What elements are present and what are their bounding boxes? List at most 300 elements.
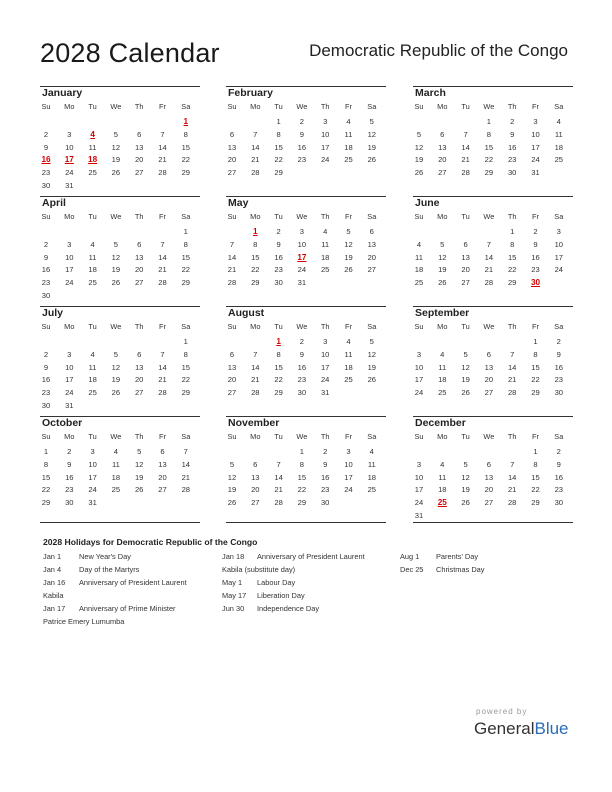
day: 28 [484,278,494,288]
day: 8 [253,239,258,249]
day: 2 [533,227,538,236]
day: 20 [461,265,470,275]
day: 25 [88,168,97,178]
day: 11 [344,129,353,139]
day: 1 [510,227,515,236]
day: 26 [111,168,121,178]
weekday-label: Mo [64,432,75,441]
day: 16 [297,362,307,372]
day: 10 [344,459,353,469]
holidays-title: 2028 Holidays for Democratic Republic of the Congo [43,537,258,547]
day: 12 [461,472,470,482]
holiday-name: Anniversary of Prime Minister [79,604,176,613]
month-name: August [228,307,265,319]
generalblue-logo[interactable] [474,719,569,739]
weekday-label: Th [507,212,517,221]
day: 15 [251,252,260,262]
day: 13 [227,362,237,372]
day: 19 [461,375,470,385]
weekday-label: Sa [367,102,377,111]
day: 21 [507,375,517,385]
month-name: March [415,87,446,99]
weekday-label: Mo [250,322,261,331]
day: 21 [158,155,167,165]
day: 7 [183,447,188,456]
page-title: 2028 Calendar [40,38,220,68]
weekday-label: Th [134,212,144,221]
day: 16 [531,252,540,262]
day: 6 [369,227,374,236]
day: 5 [416,129,422,139]
day: 12 [134,459,144,469]
day: 18 [88,265,97,275]
day: 21 [251,155,260,165]
day: 14 [251,362,260,372]
day: 31 [88,498,97,508]
holiday-day: 16 [41,155,51,165]
day: 19 [134,472,144,482]
day: 5 [137,447,142,456]
weekday-label: Th [134,102,144,111]
day: 28 [507,498,517,508]
day: 19 [438,265,447,275]
weekday-label: We [296,212,308,221]
holiday-name: Labour Day [257,578,296,587]
day: 24 [531,155,540,165]
holiday-date: Jan 1 [43,552,62,561]
day: 17 [531,142,540,152]
weekday-label: Tu [274,102,283,111]
holiday-date: May 17 [222,591,247,600]
weekday-label: Sa [181,102,191,111]
day: 27 [134,168,144,178]
weekday-label: Sa [181,212,191,221]
day: 4 [346,337,351,346]
day: 20 [227,375,237,385]
day: 11 [438,362,447,372]
day: 26 [344,265,353,275]
day: 14 [274,472,283,482]
day: 7 [253,349,258,359]
day: 22 [531,485,540,495]
day: 28 [158,278,167,288]
day: 21 [274,485,283,495]
holiday-name: Independence Day [257,604,320,613]
day: 8 [533,459,538,469]
day: 12 [461,362,470,372]
day: 29 [41,498,51,508]
day: 7 [160,239,165,249]
weekday-label: Sa [554,432,564,441]
day: 28 [461,168,470,178]
weekday-label: We [483,102,495,111]
holiday-day: 1 [183,117,189,126]
day: 10 [88,459,97,469]
weekday-label: Mo [437,432,448,441]
weekday-label: Su [414,322,424,331]
day: 14 [507,472,517,482]
day: 13 [134,142,144,152]
day: 27 [227,388,237,398]
holiday-name: Patrice Emery Lumumba [43,617,125,626]
weekday-label: Su [414,102,424,111]
day: 15 [41,472,51,482]
day: 15 [181,142,191,152]
day: 14 [227,252,237,262]
weekday-label: Mo [64,102,75,111]
day: 25 [344,155,353,165]
month-name: July [42,307,64,319]
day: 10 [320,129,330,139]
holiday-name: Christmas Day [436,565,485,574]
day: 10 [414,362,424,372]
weekday-label: Tu [88,102,97,111]
day: 20 [227,155,237,165]
weekday-label: Th [320,322,330,331]
day: 9 [299,129,304,139]
day: 6 [229,349,235,359]
weekday-label: Th [320,432,330,441]
day: 5 [463,349,468,359]
day: 21 [507,485,517,495]
weekday-label: Fr [159,432,166,441]
weekday-label: We [483,322,495,331]
day: 12 [111,142,121,152]
day: 8 [43,459,49,469]
day: 15 [507,252,517,262]
day: 17 [414,485,424,495]
day: 25 [367,485,377,495]
day: 22 [181,375,191,385]
holiday-item [222,578,397,591]
day: 23 [297,155,307,165]
day: 2 [43,349,49,359]
day: 8 [299,459,304,469]
day: 26 [111,278,121,288]
day: 27 [134,388,144,398]
day: 1 [276,117,281,126]
weekday-label: Tu [88,322,97,331]
weekday-label: Sa [181,322,191,331]
day: 2 [43,239,49,249]
day: 28 [507,388,517,398]
day: 30 [274,278,283,288]
day: 23 [554,485,564,495]
weekday-label: Sa [554,102,564,111]
day: 19 [111,265,121,275]
month-divider [40,306,200,307]
day: 27 [461,278,470,288]
weekday-label: Fr [159,212,166,221]
day: 4 [556,117,561,126]
day: 19 [367,362,377,372]
holiday-day: 1 [253,227,258,236]
day: 10 [65,362,74,372]
day: 2 [43,129,49,139]
day: 18 [554,142,564,152]
day: 26 [438,278,447,288]
day: 30 [320,498,330,508]
month-name: December [415,417,466,429]
day: 16 [554,362,564,372]
day: 5 [440,239,445,249]
holiday-day: 4 [90,129,95,139]
day: 16 [320,472,330,482]
day: 24 [88,485,97,495]
holiday-item [43,565,218,578]
holiday-day: 30 [530,278,541,288]
brand-blue: Blue [534,719,569,738]
weekday-label: Tu [88,212,97,221]
day: 29 [251,278,260,288]
day: 11 [438,472,447,482]
day: 10 [554,239,564,249]
holiday-date: May 1 [222,578,243,587]
weekday-label: Su [414,212,424,221]
day: 3 [416,459,422,469]
day: 4 [416,239,422,249]
day: 6 [137,239,142,249]
day: 3 [67,349,72,359]
day: 27 [158,485,167,495]
day: 14 [181,459,191,469]
day: 25 [554,155,564,165]
weekday-label: Su [41,432,51,441]
weekday-label: We [110,102,122,111]
day: 31 [65,401,74,410]
day: 25 [88,388,97,398]
weekday-label: Tu [88,432,97,441]
day: 3 [346,447,351,456]
day: 1 [533,447,538,456]
day: 3 [323,337,328,346]
day: 31 [531,168,540,178]
day: 1 [183,337,188,346]
day: 9 [43,362,49,372]
day: 29 [181,278,191,288]
day: 18 [344,142,353,152]
day: 9 [43,252,49,262]
day: 22 [41,485,51,495]
weekday-label: Sa [367,432,377,441]
day: 25 [414,278,424,288]
day: 15 [297,472,307,482]
day: 6 [253,459,258,469]
day: 31 [320,388,330,398]
day: 15 [531,472,540,482]
day: 28 [251,388,260,398]
holiday-name: Liberation Day [257,591,305,600]
day: 19 [111,155,121,165]
day: 20 [484,375,494,385]
day: 16 [297,142,307,152]
day: 13 [367,239,377,249]
day: 6 [137,129,142,139]
day: 22 [274,375,283,385]
day: 9 [533,239,538,249]
day: 25 [344,375,353,385]
holiday-date: Aug 1 [400,552,420,561]
day: 11 [321,239,330,249]
day: 8 [486,129,491,139]
weekday-label: Th [507,322,517,331]
holiday-item [43,591,218,604]
day: 31 [65,181,74,190]
holiday-item [222,552,397,565]
day: 21 [181,472,191,482]
weekday-label: Mo [437,102,448,111]
day: 22 [181,265,191,275]
day: 11 [367,459,376,469]
day: 17 [344,472,353,482]
weekday-label: Mo [64,322,75,331]
day: 11 [344,349,353,359]
day: 2 [556,447,561,456]
day: 26 [111,388,121,398]
holiday-item [222,565,397,578]
powered-by-text: powered by [476,707,528,716]
day: 16 [41,265,51,275]
day: 15 [181,252,191,262]
weekday-label: We [110,322,122,331]
day: 27 [251,498,260,508]
day: 29 [531,388,540,398]
weekday-label: Su [41,212,51,221]
day: 13 [461,252,470,262]
day: 29 [274,168,283,178]
day: 10 [531,129,540,139]
day: 17 [414,375,424,385]
month-divider [226,196,386,197]
day: 11 [88,252,97,262]
weekday-label: Su [227,102,237,111]
day: 4 [346,117,351,126]
weekday-label: We [296,102,308,111]
month-name: October [42,417,83,429]
weekday-label: Su [41,322,51,331]
weekday-label: Fr [345,432,352,441]
day: 25 [438,388,447,398]
day: 16 [41,375,51,385]
day: 2 [323,447,328,456]
holiday-date: Jan 17 [43,604,66,613]
day: 6 [486,459,491,469]
day: 3 [533,117,538,126]
day: 27 [484,388,494,398]
month-name: November [228,417,280,429]
day: 21 [251,375,260,385]
day: 13 [134,252,144,262]
day: 9 [556,349,561,359]
day: 5 [113,239,118,249]
day: 3 [67,129,72,139]
holidays-column-3 [400,552,575,578]
day: 23 [320,485,330,495]
holiday-day: 17 [297,252,307,262]
day: 4 [440,349,445,359]
day: 20 [134,265,144,275]
day: 19 [344,252,353,262]
day: 6 [229,129,235,139]
day: 5 [229,459,235,469]
day: 20 [158,472,167,482]
day: 11 [415,252,423,262]
day: 22 [531,375,540,385]
day: 8 [533,349,538,359]
weekday-label: Th [507,432,517,441]
month-name: January [42,87,83,99]
holiday-day: 17 [64,155,74,165]
day: 7 [486,239,491,249]
day: 23 [41,278,51,288]
day: 17 [320,142,330,152]
day: 26 [134,485,144,495]
day: 14 [251,142,260,152]
month-name: May [228,197,249,209]
day: 23 [554,375,564,385]
day: 19 [461,485,470,495]
day: 17 [88,472,97,482]
day: 29 [274,388,283,398]
day: 30 [41,181,51,190]
day: 12 [414,142,424,152]
day: 27 [438,168,447,178]
day: 24 [65,388,74,398]
weekday-label: Tu [274,212,283,221]
weekday-label: Fr [532,212,539,221]
weekday-label: Su [414,432,424,441]
day: 28 [158,168,167,178]
holiday-name: Anniversary of President Laurent [79,578,187,587]
holiday-date: Jan 16 [43,578,66,587]
holiday-date: Jan 4 [43,565,62,574]
day: 27 [134,278,144,288]
weekday-label: We [483,212,495,221]
month-name: April [42,197,66,209]
weekday-label: Su [227,212,237,221]
weekday-label: Su [227,432,237,441]
day: 15 [274,142,283,152]
day: 26 [367,155,377,165]
weekday-label: Fr [159,102,166,111]
day: 23 [41,388,51,398]
day: 15 [531,362,540,372]
weekday-label: Mo [250,102,261,111]
weekday-label: Sa [554,212,564,221]
day: 11 [111,459,120,469]
month-name: September [415,307,470,319]
holiday-item [400,552,575,565]
day: 22 [181,155,191,165]
day: 18 [414,265,424,275]
weekday-label: We [110,212,122,221]
day: 17 [65,265,74,275]
day: 14 [158,252,167,262]
holiday-item [400,565,575,578]
day: 20 [367,252,377,262]
day: 9 [276,239,281,249]
day: 17 [65,375,74,385]
day: 7 [253,129,258,139]
day: 13 [134,362,144,372]
day: 29 [531,498,540,508]
weekday-label: We [296,432,308,441]
day: 4 [323,227,328,236]
weekday-label: We [483,432,495,441]
bottom-rule-1 [40,522,200,523]
day: 9 [323,459,328,469]
day: 22 [297,485,307,495]
